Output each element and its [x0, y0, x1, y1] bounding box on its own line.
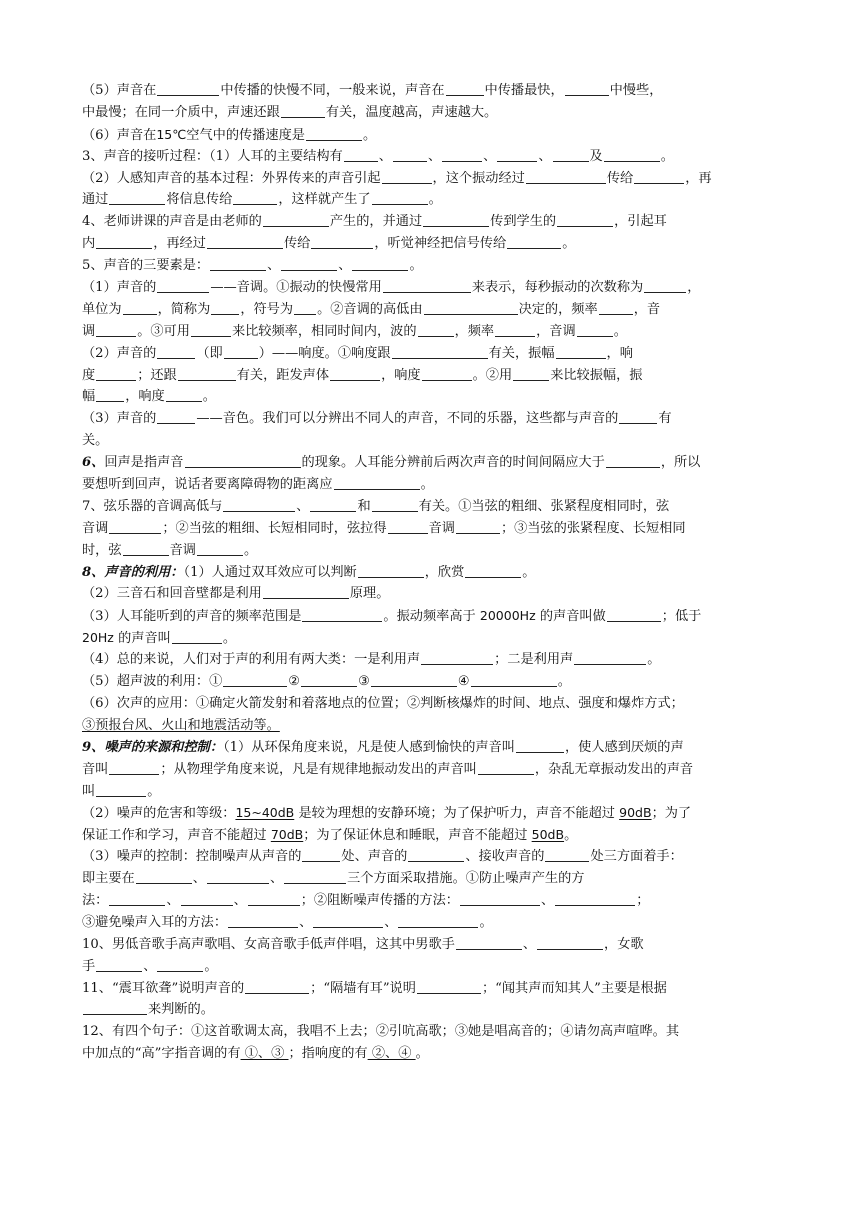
answer-blank[interactable] [109, 891, 165, 906]
answer-blank[interactable] [555, 891, 635, 906]
text-line: ③避免噪声入耳的方法： 、 、 。 [82, 914, 493, 930]
answer-blank[interactable] [604, 147, 660, 162]
text-line: 来判断的。 [82, 999, 782, 1021]
answer-blank[interactable] [301, 672, 357, 687]
answer-blank[interactable] [281, 256, 337, 271]
text-line: 手 、 。 [82, 958, 218, 974]
text-line: 即主要在 、 、 三个方面采取措施。①防止噪声产生的方 [82, 871, 585, 887]
answer-blank[interactable] [263, 584, 349, 599]
answer-blank[interactable] [372, 497, 418, 512]
answer-blank[interactable] [109, 519, 161, 534]
text-line: （5）超声波的利用：① ② ③ ④ 。 [82, 674, 571, 690]
text-line: 通过 将信息传给 ，这样就产生了 。 [82, 192, 442, 208]
answer-blank[interactable] [210, 256, 266, 271]
answer-blank[interactable] [422, 366, 472, 381]
text-line: （2）人感知声音的基本过程：外界传来的声音引起 ，这个振动经过 传给 ，再 [82, 170, 712, 186]
answer-blank[interactable] [607, 607, 661, 622]
answer-blank[interactable] [644, 278, 686, 293]
answer-blank[interactable] [393, 147, 427, 162]
answer-blank[interactable] [574, 650, 646, 665]
answer-blank[interactable] [224, 344, 258, 359]
answer-blank[interactable] [157, 409, 195, 424]
text-line: 音叫 ；从物理学角度来说，凡是有规律地振动发出的声音叫 ，杂乱无章振动发出的声音 [82, 761, 694, 777]
answer-blank[interactable] [302, 847, 340, 862]
answer-blank[interactable] [96, 782, 146, 797]
answer-blank[interactable] [418, 322, 454, 337]
answer-blank[interactable] [516, 738, 564, 753]
text-line: 法： 、 、 ；②阻断噪声传播的方法： 、 ； [82, 892, 650, 908]
text-line: 7、弦乐器的音调高低与 、 和 有关。①当弦的粗细、张紧程度相同时，弦 [82, 498, 670, 514]
answer-blank[interactable] [330, 366, 380, 381]
text-line: 调 。③可用 来比较频率，相同时间内，波的 ，频率 ，音调 。 [82, 323, 627, 339]
answer-blank[interactable] [228, 913, 298, 928]
answer-blank[interactable] [166, 387, 202, 402]
answer-blank[interactable] [191, 322, 231, 337]
text-line: ③预报台风、火山和地震活动等。 [82, 717, 280, 733]
answer-blank[interactable] [424, 300, 518, 315]
answer-blank[interactable] [344, 147, 378, 162]
text-line: 单位为 ，简称为 ，符号为 。②音调的高低由 决定的，频率 ，音 [82, 301, 661, 317]
text-line: 中加点的“高”字指音调的有 ①、③ ；指响度的有 ②、④ 。 [82, 1046, 429, 1062]
answer-blank[interactable] [223, 672, 287, 687]
answer-blank[interactable] [136, 869, 192, 884]
text-line: 叫 。 [82, 783, 161, 799]
answer-blank[interactable] [446, 81, 484, 96]
answer-blank[interactable] [281, 103, 325, 118]
text-line: 要想听到回声，说话者要离障碍物的距离应 。 [82, 477, 434, 493]
answer-blank[interactable] [109, 190, 165, 205]
text-line: 保证工作和学习，声音不能超过 70dB；为了保证休息和睡眠，声音不能超过 50dB。 [82, 827, 578, 844]
text-line: （3）声音的 ——音色。我们可以分辨出不同人的声音，不同的乐器，这些都与声音的 有 [82, 411, 672, 427]
answer-blank[interactable] [383, 278, 471, 293]
answer-blank[interactable] [223, 497, 295, 512]
answer-blank[interactable] [178, 366, 236, 381]
text-line: （5）声音在 中传播的快慢不同，一般来说，声音在 中传播最快， 中慢些， [82, 83, 663, 98]
answer-blank[interactable] [408, 847, 464, 862]
text-line: 度 ；还跟 有关，距发声体 ，响度 。②用 来比较振幅，振 [82, 367, 643, 383]
text-line: 中最慢；在同一介质中，声速还跟 有关，温度越高，声速越大。 [82, 104, 498, 120]
text-line: （6）声音在15℃空气中的传播速度是 。 [82, 126, 377, 143]
answer-blank[interactable] [460, 891, 540, 906]
answer-blank[interactable] [565, 81, 609, 96]
text-line: 10、男低音歌手高声歌唱、女高音歌手低声伴唱，这其中男歌手 、 ，女歌 [82, 936, 644, 952]
text-line: （3）噪声的控制：控制噪声从声音的 处、声音的 、接收声音的 处三方面着手： [82, 849, 683, 865]
answer-blank[interactable] [417, 979, 481, 994]
answer-blank[interactable] [619, 409, 657, 424]
answer-blank[interactable] [421, 650, 493, 665]
answer-blank[interactable] [294, 300, 316, 315]
answer-blank[interactable] [123, 300, 157, 315]
answer-blank[interactable] [207, 869, 269, 884]
text-line: 时，弦 音调 。 [82, 542, 258, 558]
answer-blank[interactable] [442, 147, 482, 162]
answer-blank[interactable] [471, 672, 557, 687]
answer-blank[interactable] [372, 190, 428, 205]
answer-blank[interactable] [557, 212, 613, 227]
answer-blank[interactable] [211, 300, 239, 315]
text-line: 11、“震耳欲聋”说明声音的 ；“隔墙有耳”说明 ；“闻其声而知其人”主要是根据 [82, 980, 667, 996]
answer-blank[interactable] [553, 147, 589, 162]
text-line: （4）总的来说，人们对于声的利用有两大类：一是利用声 ；二是利用声 。 [82, 652, 661, 668]
text-line: 12、有四个句子：①这首歌调太高，我唱不上去；②引吭高歌；③她是唱高音的；④请勿高声喧哗。其 [82, 1024, 680, 1040]
answer-blank[interactable] [313, 913, 383, 928]
answer-blank[interactable] [96, 387, 124, 402]
text-line: 5、声音的三要素是： 、 、 。 [82, 258, 423, 274]
answer-blank[interactable] [96, 234, 152, 249]
answer-blank[interactable] [263, 212, 329, 227]
answer-blank[interactable] [371, 672, 457, 687]
answer-blank[interactable] [545, 847, 589, 862]
text-line: （2）三音石和回音壁都是利用 原理。 [82, 586, 390, 602]
answer-blank[interactable] [197, 541, 243, 556]
answer-blank[interactable] [83, 1000, 147, 1015]
answer-blank[interactable] [245, 979, 309, 994]
answer-blank[interactable] [310, 497, 356, 512]
answer-blank[interactable] [478, 760, 534, 775]
answer-blank[interactable] [456, 519, 500, 534]
answer-blank[interactable] [556, 344, 606, 359]
text-line: 音调 ；②当弦的粗细、长短相同时，弦拉得 音调 ；③当弦的张紧程度、长短相同 [82, 520, 686, 536]
worksheet-page [82, 80, 782, 1065]
answer-blank[interactable] [185, 453, 301, 468]
answer-blank[interactable] [96, 322, 136, 337]
answer-blank[interactable] [388, 519, 428, 534]
answer-blank[interactable] [513, 366, 549, 381]
answer-blank[interactable] [599, 300, 633, 315]
answer-blank[interactable] [109, 760, 159, 775]
text-line: （2）噪声的危害和等级：15~40dB 是较为理想的安静环境；为了保护听力，声音不能超过 90dB；为了 [82, 805, 692, 822]
answer-blank[interactable] [392, 344, 488, 359]
answer-blank[interactable] [172, 629, 222, 644]
answer-blank[interactable] [507, 234, 561, 249]
answer-blank[interactable] [96, 366, 136, 381]
answer-blank[interactable] [157, 278, 209, 293]
answer-blank[interactable] [248, 891, 300, 906]
answer-blank[interactable] [382, 169, 432, 184]
text-line: 6、回声是指声音 的现象。人耳能分辨前后两次声音的时间间隔应大于 ，所以 [82, 455, 701, 471]
answer-blank[interactable] [456, 935, 522, 950]
text-line: 4、老师讲课的声音是由老师的 产生的，并通过 传到学生的 ，引起耳 [82, 214, 667, 230]
text-line: 8、声音的利用：（1）人通过双耳效应可以判断 ，欣赏 。 [82, 564, 536, 580]
text-line: 3、声音的接听过程：（1）人耳的主要结构有 、 、 、 、 及 。 [82, 148, 674, 164]
text-line: 关。 [82, 433, 109, 449]
answer-blank[interactable] [181, 891, 233, 906]
answer-blank[interactable] [123, 541, 169, 556]
answer-blank[interactable] [306, 126, 362, 141]
answer-blank[interactable] [526, 169, 606, 184]
answer-blank[interactable] [157, 81, 219, 96]
answer-blank[interactable] [577, 322, 613, 337]
answer-blank[interactable] [398, 913, 478, 928]
answer-blank[interactable] [465, 563, 521, 578]
text-line: （3）人耳能听到的声音的频率范围是 。振动频率高于 20000Hz 的声音叫做 ；低于 [82, 608, 702, 625]
text-line: （1）声音的 ——音调。①振动的快慢常用 来表示，每秒振动的次数称为 ， [82, 280, 701, 296]
answer-blank[interactable] [334, 475, 420, 490]
answer-blank[interactable] [96, 957, 142, 972]
answer-blank[interactable] [207, 234, 283, 249]
answer-blank[interactable] [157, 344, 195, 359]
answer-blank[interactable] [606, 453, 660, 468]
text-line: （2）声音的 （即 ）——响度。①响度跟 有关，振幅 ，响 [82, 345, 633, 361]
answer-blank[interactable] [634, 169, 684, 184]
answer-blank[interactable] [497, 147, 537, 162]
text-line: 内 ，再经过 传给 ，听觉神经把信号传给 。 [82, 236, 576, 252]
answer-blank[interactable] [311, 234, 373, 249]
text-line: 幅 ，响度 。 [82, 389, 216, 405]
text-line: 9、噪声的来源和控制：（1）从环保角度来说，凡是使人感到愉快的声音叫 ，使人感到厌烦的声 [82, 739, 684, 755]
answer-blank[interactable] [302, 607, 382, 622]
answer-blank[interactable] [423, 212, 489, 227]
answer-blank[interactable] [284, 869, 346, 884]
answer-blank[interactable] [157, 957, 203, 972]
answer-blank[interactable] [352, 256, 408, 271]
text-line: （6）次声的应用：①确定火箭发射和着落地点的位置；②判断核爆炸的时间、地点、强度和爆炸方式； [82, 695, 684, 711]
answer-blank[interactable] [233, 190, 277, 205]
answer-blank[interactable] [537, 935, 603, 950]
answer-blank[interactable] [358, 563, 424, 578]
text-line: 20Hz 的声音叫 。 [82, 630, 237, 647]
answer-blank[interactable] [495, 322, 535, 337]
